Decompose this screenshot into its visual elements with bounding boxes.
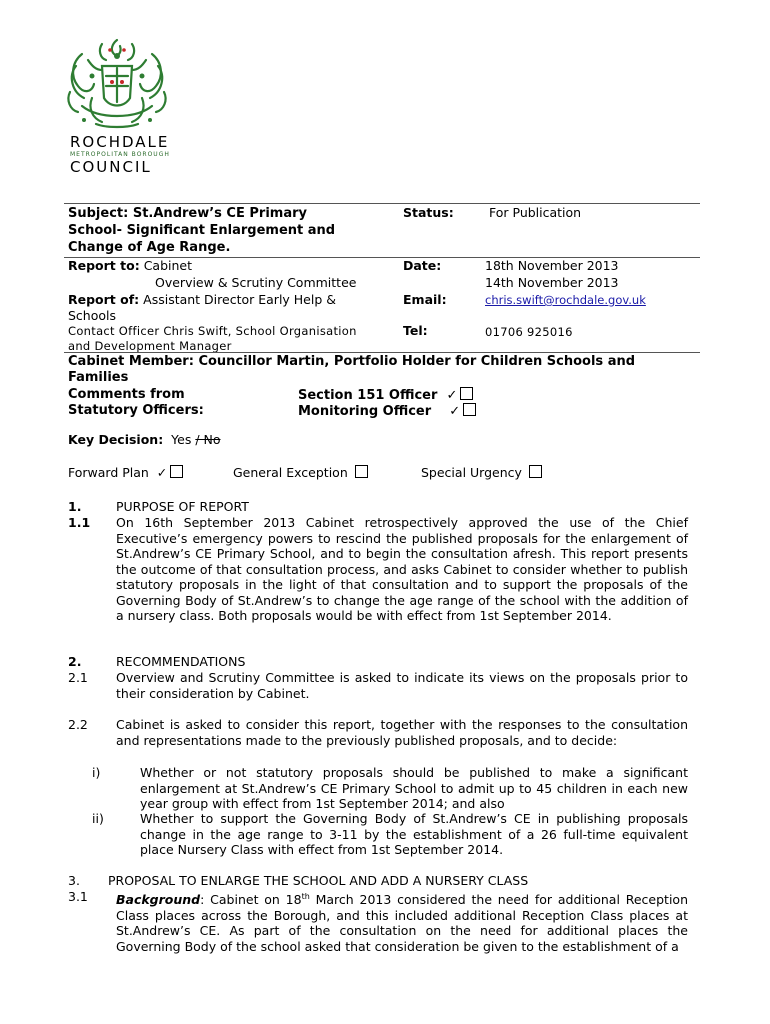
paragraph-number: 1.1 [68,515,91,530]
forward-plan-checkbox[interactable] [170,465,183,478]
email-link[interactable]: chris.swift@rochdale.gov.uk [485,293,646,307]
council-name-logo [70,134,180,175]
cabinet-member-line1: Cabinet Member: Councillor Martin, Portfolio Holder for Children Schools and [68,354,636,369]
list-item-i: Whether or not statutory proposals should be published to make a significant enlargement at St.Andrew’s CE Primary School to admit up to 45 children in each new year group with effect from 1st September 2014; and also [140,765,688,811]
list-item-ii: Whether to support the Governing Body of St.Andrew’s CE in publishing proposals change in the age range to 3-11 by the establishment of a 26 full-time equivalent place Nursery Class with effect from 1st September 2014. [140,811,688,857]
contact-officer-line2: and Development Manager [68,339,232,353]
statutory-officers: Statutory Officers: [68,403,204,418]
forward-plan: Forward Plan ✓ [68,465,183,481]
council-crest-logo [62,36,172,132]
paragraph-1-1: On 16th September 2013 Cabinet retrospectively approved the use of the Chief Executive’s emergency powers to rescind the published proposals for the enlargement of St.Andrew’s CE Primary School, and to begin the consultation afresh. This report presents the outcome of that consultation process, and asks Cabinet to consider whether to publish statutory proposals in the light of that consultation and to support the proposals of the Governing Body of St.Andrew’s to change the age range of the school with the addition of a nursery class. Both proposals would be with effect from 1st September 2014. [116,515,688,623]
special-urgency: Special Urgency [421,465,542,481]
tel-label: Tel: [403,323,428,338]
row-divider [64,352,700,353]
tick-icon: ✓ [446,388,458,403]
report-to-line2: Overview & Scrutiny Committee [155,275,357,290]
key-decision: Key Decision: Yes / No [68,432,221,447]
status-label: Status: [403,205,454,220]
subject-line2: School- Significant Enlargement and [68,223,336,238]
comments-from: Comments from [68,387,185,402]
general-exception-checkbox[interactable] [355,465,368,478]
email-label: Email: [403,292,447,307]
paragraph-2-1: Overview and Scrutiny Committee is asked to indicate its views on the proposals prior to their consideration by Cabinet. [116,670,688,701]
report-of: Report of: Assistant Director Early Help & [68,292,337,307]
list-marker: i) [92,765,101,780]
logo-line2: METROPOLITAN BOROUGH [70,151,170,158]
section-title: PURPOSE OF REPORT [116,499,249,514]
general-exception: General Exception [233,465,368,481]
paragraph-3-1: Background: Cabinet on 18th March 2013 considered the need for additional Reception Class places across the Borough, and this included additional Reception Class places at St.Andrew’s CE. As part of the consultation on the need for additional places the Governing Body of the school asked that consideration be given to the establishment of a [116,892,688,954]
monitoring-officer-checkbox[interactable] [463,403,476,416]
section-title: RECOMMENDATIONS [116,654,246,669]
logo-line1: ROCHDALE [70,133,170,151]
section-number: 1. [68,499,82,514]
section-number: 2. [68,654,82,669]
contact-officer-line1: Contact Officer Chris Swift, School Organisation [68,324,357,338]
paragraph-number: 2.1 [68,670,88,685]
tick-icon: ✓ [156,465,168,480]
tel-value: 01706 925016 [485,325,573,339]
section-number: 3. [68,873,80,888]
special-urgency-checkbox[interactable] [529,465,542,478]
paragraph-number: 3.1 [68,889,88,904]
report-to: Report to: Cabinet [68,258,192,273]
subject-line3: Change of Age Range. [68,240,231,255]
paragraph-number: 2.2 [68,717,88,732]
status-value: For Publication [489,205,582,220]
date-label: Date: [403,258,442,273]
header-divider [64,203,700,204]
cabinet-member-line2: Families [68,370,129,385]
monitoring-officer: Monitoring Officer ✓ [298,403,476,420]
section-title: PROPOSAL TO ENLARGE THE SCHOOL AND ADD A NURSERY CLASS [108,873,529,888]
tick-icon: ✓ [449,404,461,419]
section151-officer: Section 151 Officer ✓ [298,387,473,404]
logo-line3: COUNCIL [70,158,152,176]
section151-checkbox[interactable] [460,387,473,400]
report-of-line2: Schools [68,308,117,323]
date-value-2: 14th November 2013 [485,275,619,290]
date-value-1: 18th November 2013 [485,258,619,273]
list-marker: ii) [92,811,104,826]
paragraph-2-2: Cabinet is asked to consider this report, together with the responses to the consultation and representations made to the previously published proposals, and to decide: [116,717,688,748]
subject-line1: Subject: St.Andrew’s CE Primary [68,206,307,221]
